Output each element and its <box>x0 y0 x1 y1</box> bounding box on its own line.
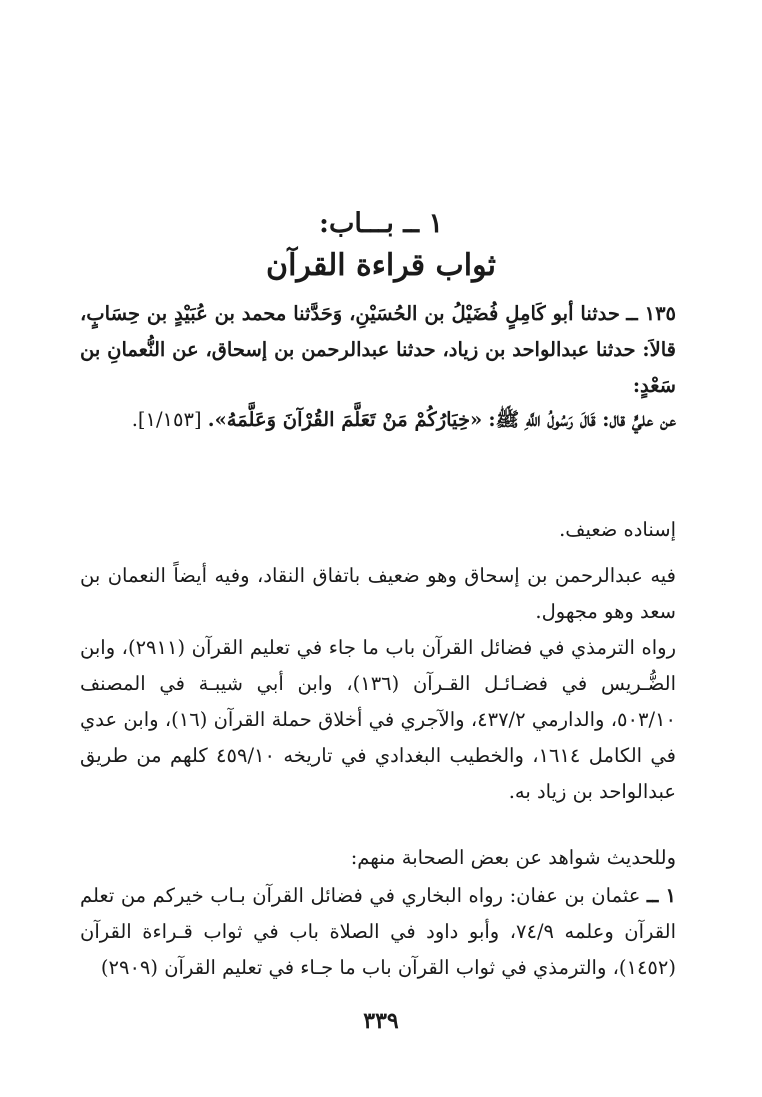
shawahid-intro: وللحديث شواهد عن بعض الصحابة منهم: <box>350 846 676 869</box>
hadith-number: ١٣٥ ــ <box>626 302 677 325</box>
page-number: ٣٣٩ <box>363 1008 399 1034</box>
hadith-isnad <box>80 296 676 404</box>
grading-reason: فيه عبدالرحمن بن إسحاق وهو ضعيف باتفاق النقاد، وفيه أيضاً النعمان بن سعد وهو مجهول. <box>80 564 676 623</box>
isnad-text: حدثنا أبو كَامِلٍ فُضَيْلُ بن الحُسَيْنِ، وَحَدَّثنا محمد بن عُبَيْدٍ بن حِسَابٍ، قالاَ: حدثنا عبدالواحد بن زياد، حدثنا عبدالرحمن بن إسحاق، عن النُّعمانِ بن سَعْدٍ: <box>80 302 676 397</box>
shahid-item <box>80 878 676 986</box>
chapter-title: ثواب قراءة القرآن <box>266 248 496 283</box>
shahid-text: عثمان بن عفان: رواه البخاري في فضائل القرآن بـاب خيركم من تعلم القرآن وعلمه ٧٤/٩، وأبو داود في الصلاة باب في ثواب قـراءة القرآن (١٤٥٢)، والترمذي في ثواب القرآن باب ما جـاء في تعليم القرآن (٢٩٠٩) <box>80 884 676 979</box>
matn-intro: عن عليٍّ قال: قَالَ رَسُولُ اللَّهِ ﷺ: <box>488 408 676 431</box>
chapter-label: ١ ــ بـــاب: <box>319 208 443 239</box>
shahid-number: ١ ــ <box>646 884 676 907</box>
takhrij-paragraph: رواه الترمذي في فضائل القرآن باب ما جاء في تعليم القرآن (٢٩١١)، وابن الضُّـريس في فضـائـل القـرآن (١٣٦)، وابن أبي شيبـة في المصنف ٥٠٣/١٠، والدارمي ٤٣٧/٢، والآجري في أخلاق حملة القرآن (١٦)، وابن عدي في الكامل ١٦١٤، والخطيب البغدادي في تاريخه ٤٥٩/١٠ كلهم من طريق عبدالواحد بن زياد به. <box>80 636 676 803</box>
hadith-matn <box>80 402 676 438</box>
hadith-reference: [١/١٥٣]. <box>131 408 202 431</box>
matn-text: «خِيَارُكُمْ مَنْ تَعَلَّمَ القُرْآنَ وَعَلَّمَهُ». <box>207 408 483 431</box>
grading-text: إسناده ضعيف. <box>559 518 676 541</box>
